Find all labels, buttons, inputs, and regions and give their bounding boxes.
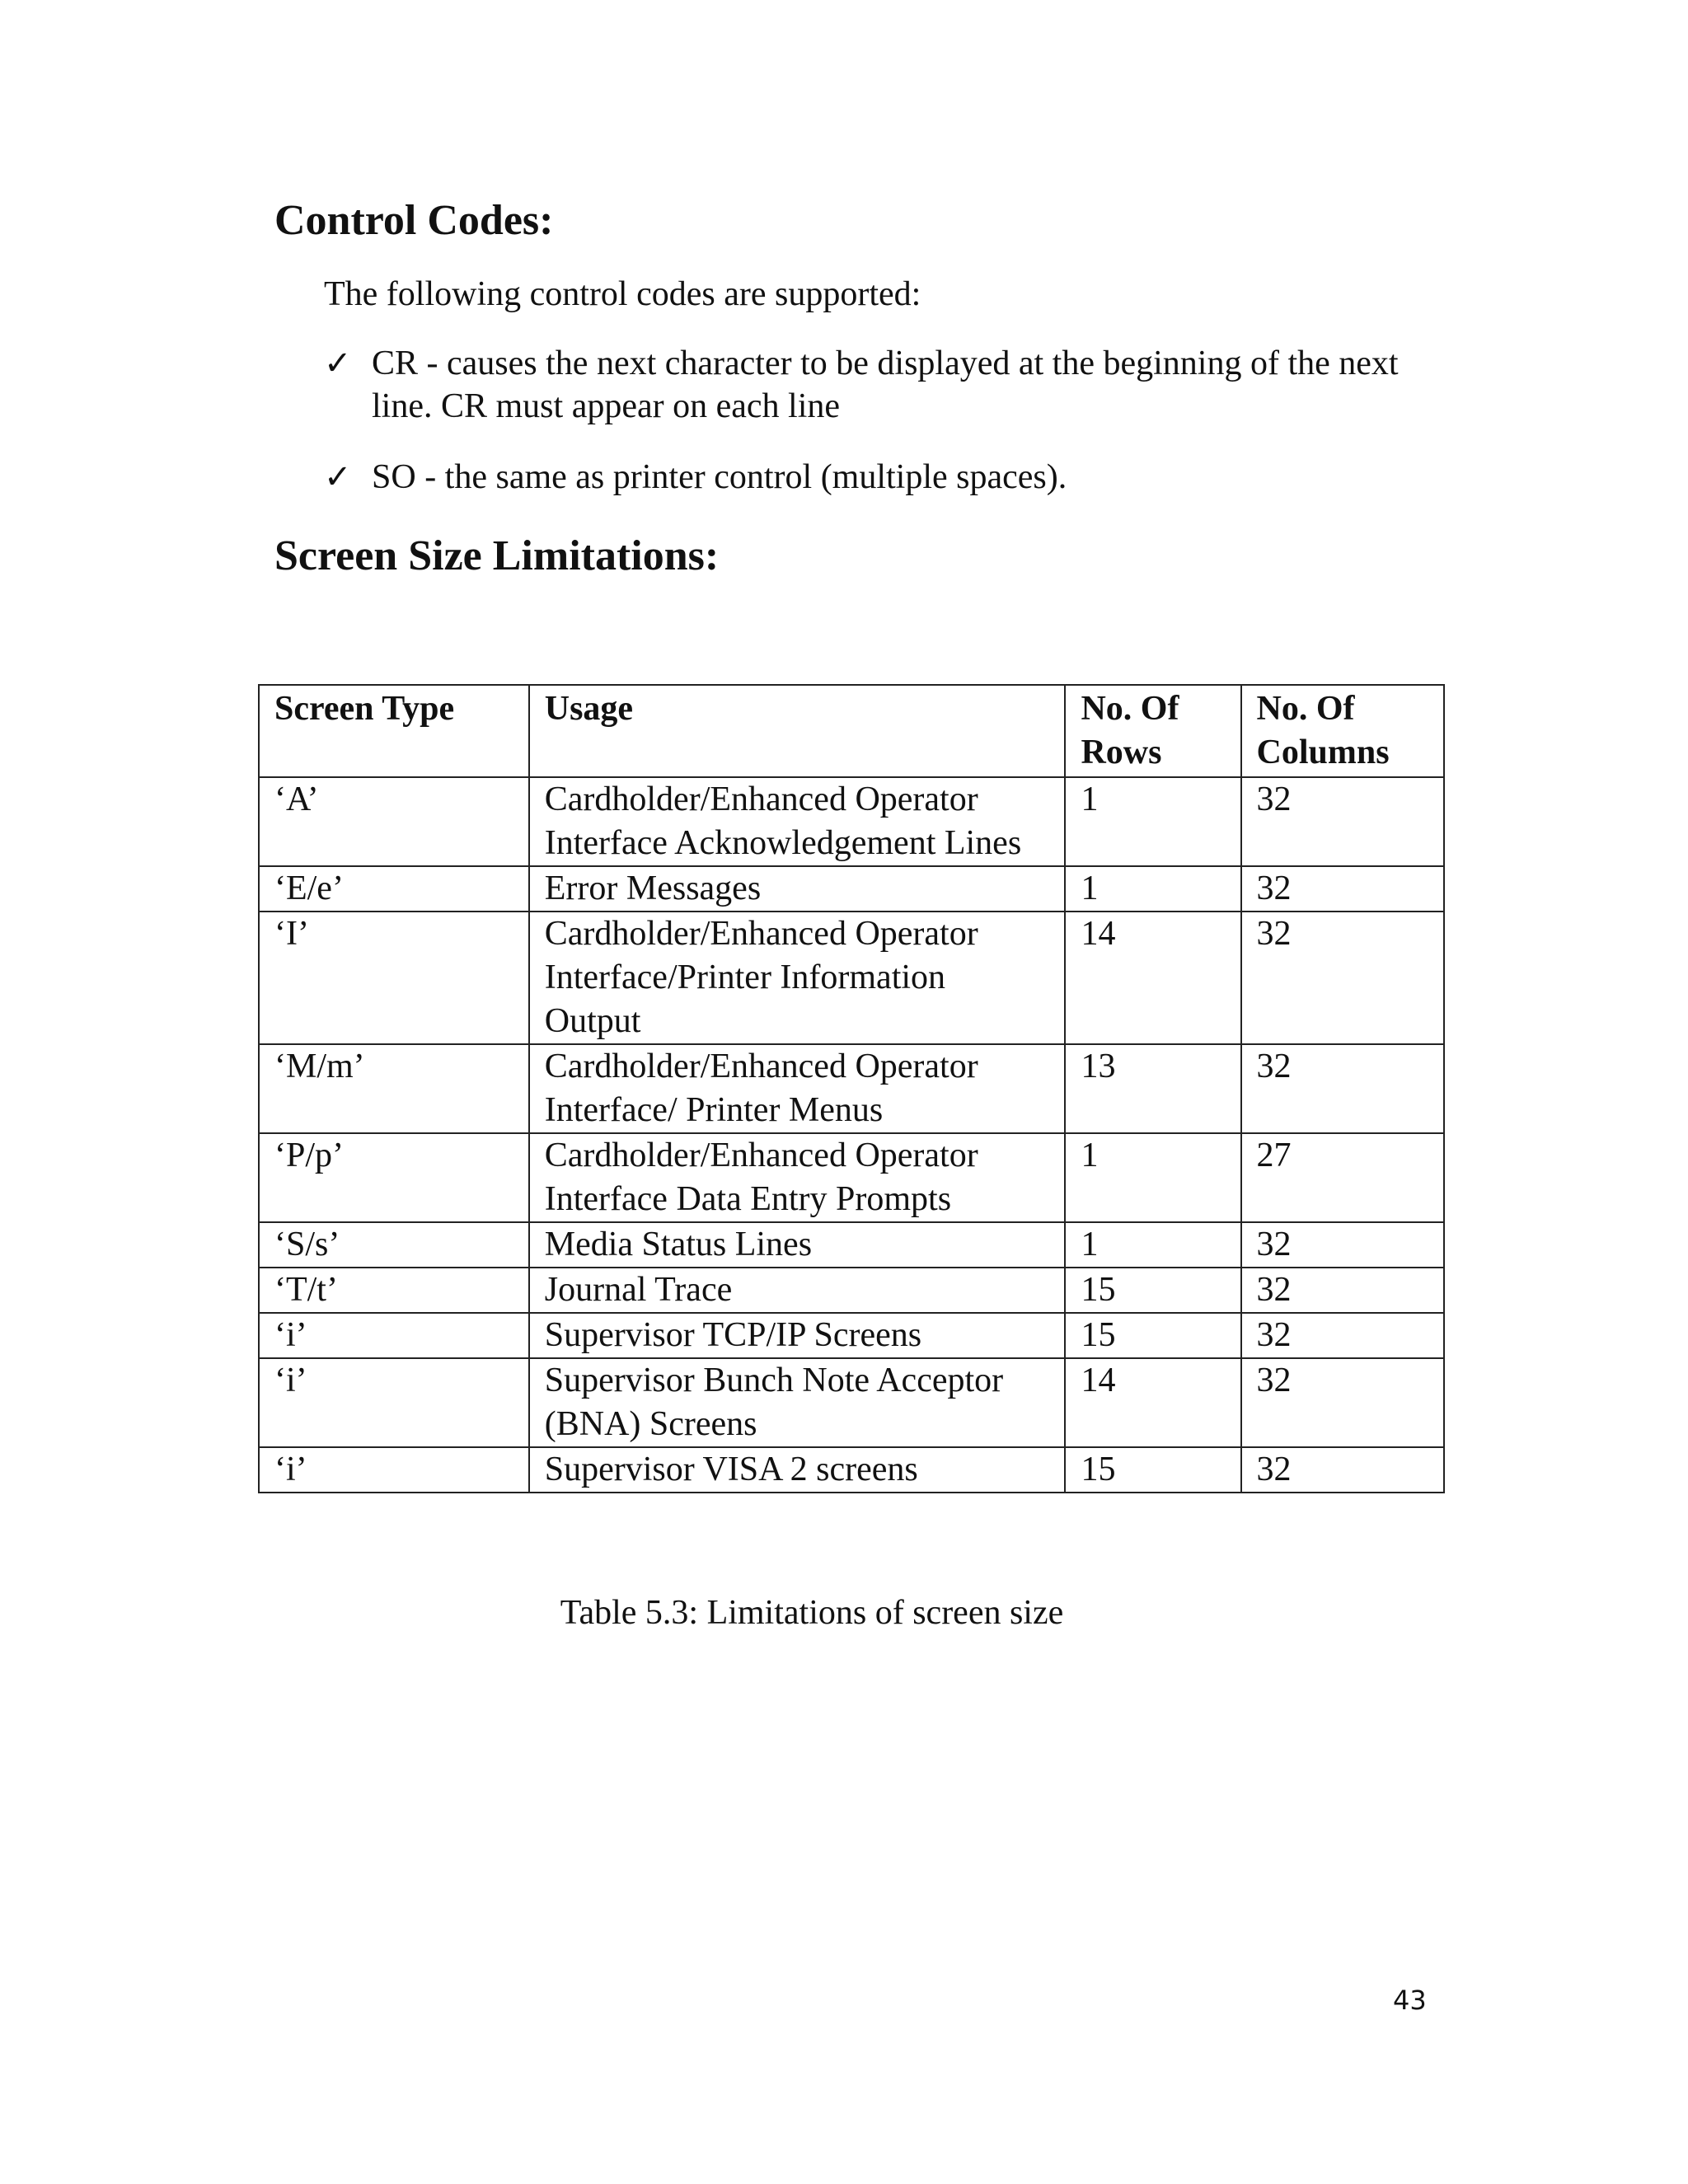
cell-columns: 27 <box>1241 1133 1445 1222</box>
cell-usage: Supervisor Bunch Note Acceptor (BNA) Screens <box>529 1358 1066 1447</box>
cell-usage: Cardholder/Enhanced Operator Interface Acknowledgement Lines <box>529 777 1066 866</box>
list-item <box>324 342 1461 428</box>
cell-rows: 1 <box>1065 1133 1240 1222</box>
screen-size-table <box>258 684 1445 1493</box>
table-row <box>259 1133 1444 1222</box>
cell-rows: 14 <box>1065 1358 1240 1447</box>
table-row <box>259 1268 1444 1313</box>
cell-screen-type: ‘i’ <box>259 1447 529 1493</box>
screen-size-heading: Screen Size Limitations: <box>274 532 720 579</box>
header-screen-type: Screen Type <box>259 685 529 777</box>
cell-columns: 32 <box>1241 1268 1445 1313</box>
control-codes-heading: Control Codes: <box>274 197 554 244</box>
cell-rows: 1 <box>1065 777 1240 866</box>
cell-usage: Cardholder/Enhanced Operator Interface/ Printer Menus <box>529 1044 1066 1133</box>
cell-rows: 1 <box>1065 1222 1240 1268</box>
table-row <box>259 912 1444 1044</box>
cell-screen-type: ‘i’ <box>259 1313 529 1358</box>
cell-columns: 32 <box>1241 912 1445 1044</box>
table-row <box>259 1044 1444 1133</box>
table-row <box>259 1222 1444 1268</box>
check-mark-icon: ✓ <box>324 458 352 496</box>
list-item-text: CR - causes the next character to be displayed at the beginning of the next line. CR must appear on each line <box>372 344 1399 425</box>
table-caption: Table 5.3: Limitations of screen size <box>560 1594 1064 1632</box>
cell-rows: 14 <box>1065 912 1240 1044</box>
cell-usage: Cardholder/Enhanced Operator Interface/Printer Information Output <box>529 912 1066 1044</box>
control-codes-intro: The following control codes are supported: <box>324 275 921 313</box>
cell-usage: Supervisor VISA 2 screens <box>529 1447 1066 1493</box>
table-row <box>259 866 1444 912</box>
cell-rows: 15 <box>1065 1268 1240 1313</box>
cell-columns: 32 <box>1241 866 1445 912</box>
header-usage: Usage <box>529 685 1066 777</box>
header-columns: No. Of Columns <box>1241 685 1445 777</box>
cell-usage: Journal Trace <box>529 1268 1066 1313</box>
table-row <box>259 1313 1444 1358</box>
cell-screen-type: ‘T/t’ <box>259 1268 529 1313</box>
cell-columns: 32 <box>1241 777 1445 866</box>
table-row <box>259 1358 1444 1447</box>
cell-usage: Supervisor TCP/IP Screens <box>529 1313 1066 1358</box>
header-rows: No. Of Rows <box>1065 685 1240 777</box>
cell-screen-type: ‘A’ <box>259 777 529 866</box>
cell-screen-type: ‘i’ <box>259 1358 529 1447</box>
list-item <box>324 456 1461 499</box>
check-mark-icon: ✓ <box>324 344 352 382</box>
cell-rows: 15 <box>1065 1313 1240 1358</box>
cell-columns: 32 <box>1241 1222 1445 1268</box>
page-number: 43 <box>1393 1985 1427 2016</box>
cell-columns: 32 <box>1241 1313 1445 1358</box>
cell-screen-type: ‘E/e’ <box>259 866 529 912</box>
cell-rows: 1 <box>1065 866 1240 912</box>
cell-columns: 32 <box>1241 1358 1445 1447</box>
cell-screen-type: ‘I’ <box>259 912 529 1044</box>
cell-usage: Error Messages <box>529 866 1066 912</box>
cell-columns: 32 <box>1241 1044 1445 1133</box>
control-codes-list <box>324 342 1461 527</box>
table-row <box>259 1447 1444 1493</box>
cell-columns: 32 <box>1241 1447 1445 1493</box>
list-item-text: SO - the same as printer control (multiple spaces). <box>372 458 1067 496</box>
cell-usage: Media Status Lines <box>529 1222 1066 1268</box>
cell-screen-type: ‘M/m’ <box>259 1044 529 1133</box>
cell-rows: 13 <box>1065 1044 1240 1133</box>
cell-screen-type: ‘P/p’ <box>259 1133 529 1222</box>
cell-screen-type: ‘S/s’ <box>259 1222 529 1268</box>
table-row <box>259 777 1444 866</box>
table-header-row <box>259 685 1444 777</box>
cell-rows: 15 <box>1065 1447 1240 1493</box>
cell-usage: Cardholder/Enhanced Operator Interface Data Entry Prompts <box>529 1133 1066 1222</box>
